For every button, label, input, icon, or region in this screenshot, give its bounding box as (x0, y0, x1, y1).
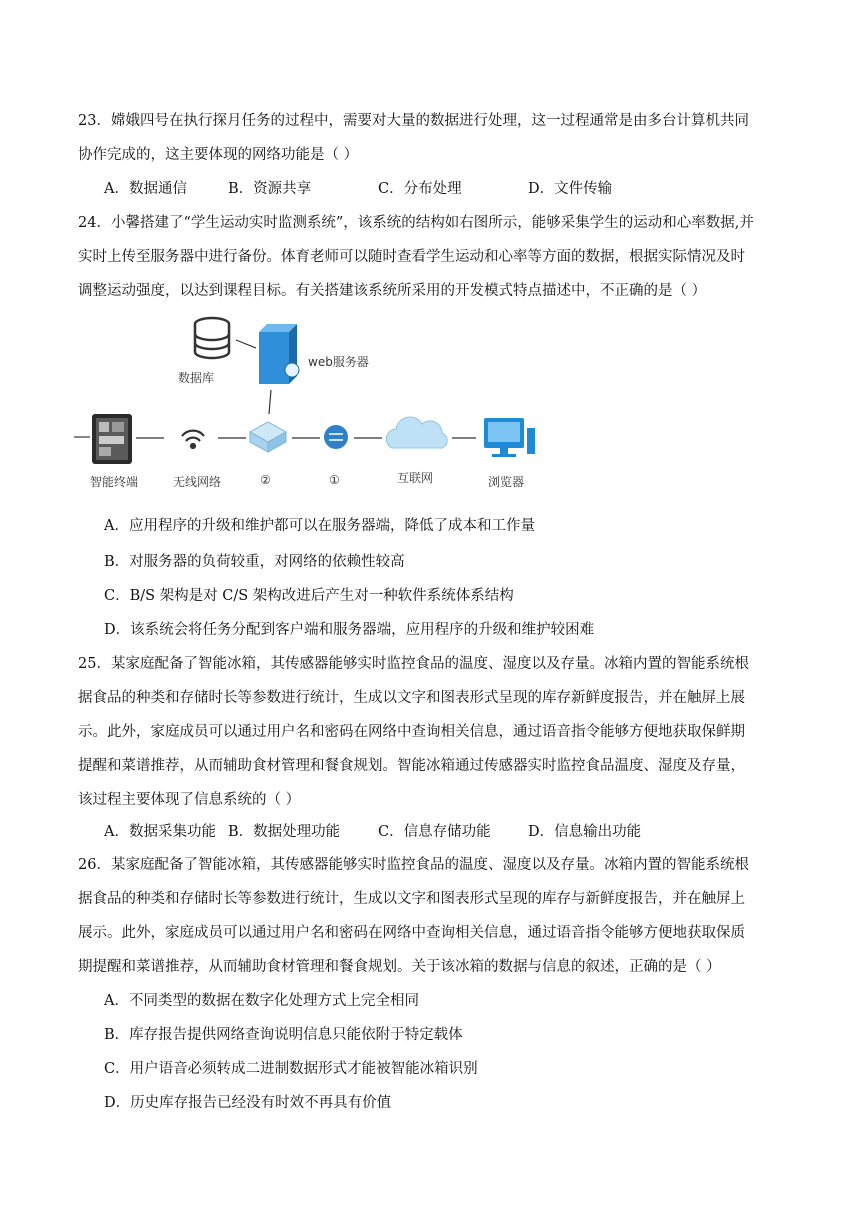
q23-line-1: 23．嫦娥四号在执行探月任务的过程中，需要对大量的数据进行处理，这一过程通常是由多台计算机共同 (78, 113, 749, 129)
q26-option-c: C．用户语音必须转成二进制数据形式才能被智能冰箱识别 (104, 1061, 478, 1077)
node-2-label: ② (260, 473, 271, 487)
q25-option-c: C．信息存储功能 (378, 824, 491, 840)
q24-line-3: 调整运动强度，以达到课程目标。有关搭建该系统所采用的开发模式特点描述中，不正确的是（ ） (78, 283, 707, 299)
q23-option-d: D．文件传输 (528, 181, 613, 197)
q25-line-2: 据食品的种类和存储时长等参数进行统计，生成以文字和图表形式呈现的库存新鲜度报告，并在触屏上展 (78, 690, 745, 706)
switch-icon (250, 422, 286, 452)
q26-line-3: 展示。此外，家庭成员可以通过用户名和密码在网络中查询相关信息，通过语音指令能够方便地获取保质 (78, 925, 745, 941)
system-architecture-diagram (70, 310, 550, 505)
q26-option-b: B．库存报告提供网络查询说明信息只能依附于特定载体 (104, 1027, 463, 1043)
smart-terminal-label: 智能终端 (90, 475, 139, 489)
web-server-icon (259, 324, 299, 384)
q24-option-c: C．B/S 架构是对 C/S 架构改进后产生对一种软件系统体系结构 (104, 588, 514, 604)
wifi-icon (182, 431, 204, 448)
database-label: 数据库 (178, 371, 215, 385)
q24-line-2: 实时上传至服务器中进行备份。体育老师可以随时查看学生运动和心率等方面的数据，根据实际情况及时 (78, 249, 745, 265)
smart-terminal-icon (74, 414, 132, 464)
arrow-db-server (236, 340, 256, 348)
node-1-label: ① (329, 473, 340, 487)
router-icon (324, 425, 348, 449)
q24-option-a: A．应用程序的升级和维护都可以在服务器端，降低了成本和工作量 (104, 518, 535, 534)
computer-icon (484, 418, 535, 457)
q24-option-b: B．对服务器的负荷较重，对网络的依赖性较高 (104, 554, 405, 570)
wireless-label: 无线网络 (173, 475, 222, 489)
web-server-label: web服务器 (308, 355, 369, 369)
database-icon (195, 318, 229, 358)
q25-line-1: 25．某家庭配备了智能冰箱，其传感器能够实时监控食品的温度、湿度以及存量。冰箱内置的智能系统根 (78, 656, 749, 672)
q24-option-d: D．该系统会将任务分配到客户端和服务器端，应用程序的升级和维护较困难 (104, 622, 595, 638)
q25-option-b: B．数据处理功能 (228, 824, 341, 840)
q25-option-d: D．信息输出功能 (528, 824, 642, 840)
browser-label: 浏览器 (488, 475, 525, 489)
q26-line-4: 期提醒和菜谱推荐，从而辅助食材管理和餐食规划。关于该冰箱的数据与信息的叙述，正确的是（ ） (78, 959, 721, 975)
q26-line-1: 26．某家庭配备了智能冰箱，其传感器能够实时监控食品的温度、湿度以及存量。冰箱内置的智能系统根 (78, 857, 749, 873)
arrow-server-switch (269, 390, 271, 414)
q23-option-c: C．分布处理 (378, 181, 462, 197)
q23-line-2: 协作完成的，这主要体现的网络功能是（ ） (78, 147, 359, 163)
q25-option-a: A．数据采集功能 (104, 824, 216, 840)
q23-option-a: A．数据通信 (104, 181, 187, 197)
q26-line-2: 据食品的种类和存储时长等参数进行统计，生成以文字和图表形式呈现的库存与新鲜度报告，并在触屏上 (78, 891, 745, 907)
q24-line-1: 24．小馨搭建了“学生运动实时监测系统”，该系统的结构如右图所示，能够采集学生的运动和心率数据,并 (78, 215, 754, 231)
cloud-icon (386, 417, 447, 448)
q25-line-3: 示。此外，家庭成员可以通过用户名和密码在网络中查询相关信息，通过语音指令能够方便地获取保鲜期 (78, 724, 745, 740)
q26-option-d: D．历史库存报告已经没有时效不再具有价值 (104, 1095, 392, 1111)
internet-label: 互联网 (397, 471, 434, 485)
q25-line-4: 提醒和菜谱推荐，从而辅助食材管理和餐食规划。智能冰箱通过传感器实时监控食品温度、湿度及存量， (78, 758, 745, 774)
q26-option-a: A．不同类型的数据在数字化处理方式上完全相同 (104, 993, 419, 1009)
q23-option-b: B．资源共享 (228, 181, 312, 197)
q25-line-5: 该过程主要体现了信息系统的（ ） (78, 792, 301, 808)
